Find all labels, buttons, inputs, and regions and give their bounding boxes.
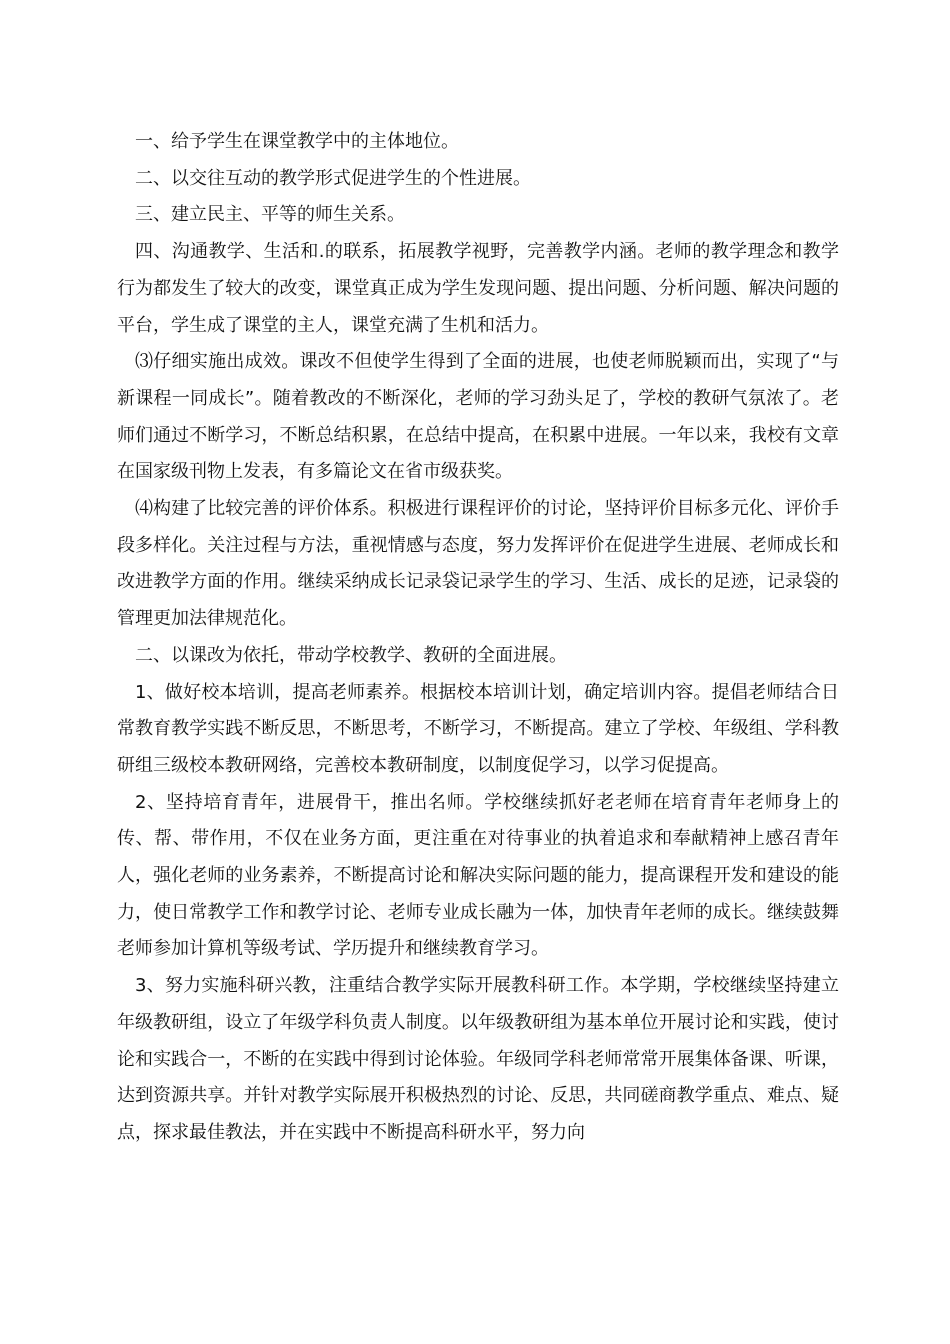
paragraph-5: ⑶仔细实施出成效。课改不但使学生得到了全面的进展，也使老师脱颖而出，实现了“与新课程一同成长”。随着教改的不断深化，老师的学习劲头足了，学校的教研气氛浓了。老师们通过不断学习，不断总结积累，在总结中提高，在积累中进展。一年以来，我校有文章在国家级刊物上发表，有多篇论文在省市级获奖。 bbox=[117, 351, 839, 483]
paragraph-1: 一、给予学生在课堂教学中的主体地位。 bbox=[135, 131, 459, 152]
document-body bbox=[117, 124, 839, 1152]
paragraph-10: 3、努力实施科研兴教，注重结合教学实际开展教科研工作。本学期，学校继续坚持建立年级教研组，设立了年级学科负责人制度。以年级教研组为基本单位开展讨论和实践，使讨论和实践合一，不断的在实践中得到讨论体验。年级同学科老师常常开展集体备课、听课，达到资源共享。并针对教学实际展开积极热烈的讨论、反思，共同磋商教学重点、难点、疑点，探求最佳教法，并在实践中不断提高科研水平，努力向 bbox=[117, 975, 839, 1143]
paragraph-9: 2、坚持培育青年，进展骨干，推出名师。学校继续抓好老老师在培育青年老师身上的传、帮、带作用，不仅在业务方面，更注重在对待事业的执着追求和奉献精神上感召青年人，强化老师的业务素养，不断提高讨论和解决实际问题的能力，提高课程开发和建设的能力，使日常教学工作和教学讨论、老师专业成长融为一体，加快青年老师的成长。继续鼓舞老师参加计算机等级考试、学历提升和继续教育学习。 bbox=[117, 791, 839, 960]
paragraph-3: 三、建立民主、平等的师生关系。 bbox=[135, 204, 405, 226]
paragraph-4: 四、沟通教学、生活和.的联系，拓展教学视野，完善教学内涵。老师的教学理念和教学行为都发生了较大的改变，课堂真正成为学生发现问题、提出问题、分析问题、解决问题的平台，学生成了课堂的主人，课堂充满了生机和活力。 bbox=[117, 241, 839, 336]
paragraph-2: 二、以交往互动的教学形式促进学生的个性进展。 bbox=[135, 167, 531, 189]
paragraph-6: ⑷构建了比较完善的评价体系。积极进行课程评价的讨论，坚持评价目标多元化、评价手段多样化。关注过程与方法，重视情感与态度，努力发挥评价在促进学生进展、老师成长和改进教学方面的作用。继续采纳成长记录袋记录学生的学习、生活、成长的足迹，记录袋的管理更加法律规范化。 bbox=[117, 498, 839, 630]
paragraph-8: 1、做好校本培训，提高老师素养。根据校本培训计划，确定培训内容。提倡老师结合日常教育教学实践不断反思，不断思考，不断学习，不断提高。建立了学校、年级组、学科教研组三级校本教研网络，完善校本教研制度，以制度促学习，以学习促提高。 bbox=[117, 681, 839, 776]
paragraph-7: 二、以课改为依托，带动学校教学、教研的全面进展。 bbox=[135, 644, 567, 666]
